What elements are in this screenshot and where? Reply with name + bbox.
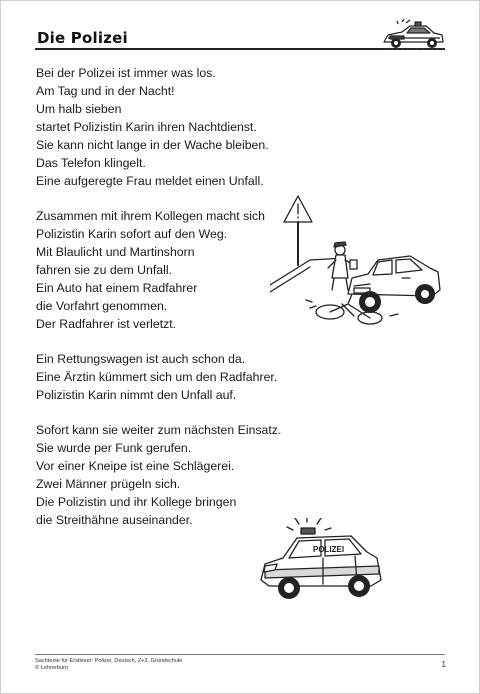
text-line: die Streithähne auseinander. (36, 513, 193, 527)
accident-scene-illustration (270, 190, 445, 330)
text-line: Bei der Polizei ist immer was los. (36, 66, 216, 80)
text-line: Zusammen mit ihrem Kollegen macht sich (36, 209, 265, 223)
text-line: Sie kann nicht lange in der Wache bleiben. (36, 138, 269, 152)
text-line: Das Telefon klingelt. (36, 156, 146, 170)
footer-source: Sachtexte für Erstleser: Polizei, Deutsch, 2+3, Grundschule (35, 658, 183, 664)
text-line: Um halb sieben (36, 102, 122, 116)
text-line: Die Polizistin und ihr Kollege bringen (36, 495, 237, 509)
text-line: Zwei Männer prügeln sich. (36, 477, 181, 491)
text-line: Eine Ärztin kümmert sich um den Radfahrer. (36, 370, 278, 384)
text-line: Polizistin Karin nimmt den Unfall auf. (36, 388, 237, 402)
page-title: Die Polizei (37, 29, 128, 47)
text-line: Eine aufgeregte Frau meldet einen Unfall. (36, 174, 264, 188)
text-line: Am Tag und in der Nacht! (36, 84, 175, 98)
text-line: die Vorfahrt genommen. (36, 299, 168, 313)
text-line: Polizistin Karin sofort auf den Weg. (36, 227, 228, 241)
page-number: 1 (441, 660, 446, 669)
car-label-text: POLIZEI (313, 545, 345, 554)
text-line: Sie wurde per Funk gerufen. (36, 441, 192, 455)
footer-divider (35, 654, 445, 655)
text-line: fahren sie zu dem Unfall. (36, 263, 173, 277)
text-line: Ein Rettungswagen ist auch schon da. (36, 352, 246, 366)
header-police-car-icon (380, 18, 446, 54)
text-line: startet Polizistin Karin ihren Nachtdienst. (36, 120, 257, 134)
text-line: Ein Auto hat einem Radfahrer (36, 281, 198, 295)
paragraph-1 (36, 64, 336, 190)
paragraph-4 (36, 421, 336, 529)
text-line: Der Radfahrer ist verletzt. (36, 317, 177, 331)
text-line: Vor einer Kneipe ist eine Schlägerei. (36, 459, 235, 473)
police-car-illustration (255, 518, 385, 610)
footer-copyright: © Lehrerbüro (35, 665, 69, 671)
footer (35, 658, 182, 672)
paragraph-3 (36, 350, 336, 404)
text-line: Sofort kann sie weiter zum nächsten Einsatz. (36, 423, 282, 437)
text-line: Mit Blaulicht und Martinshorn (36, 245, 195, 259)
